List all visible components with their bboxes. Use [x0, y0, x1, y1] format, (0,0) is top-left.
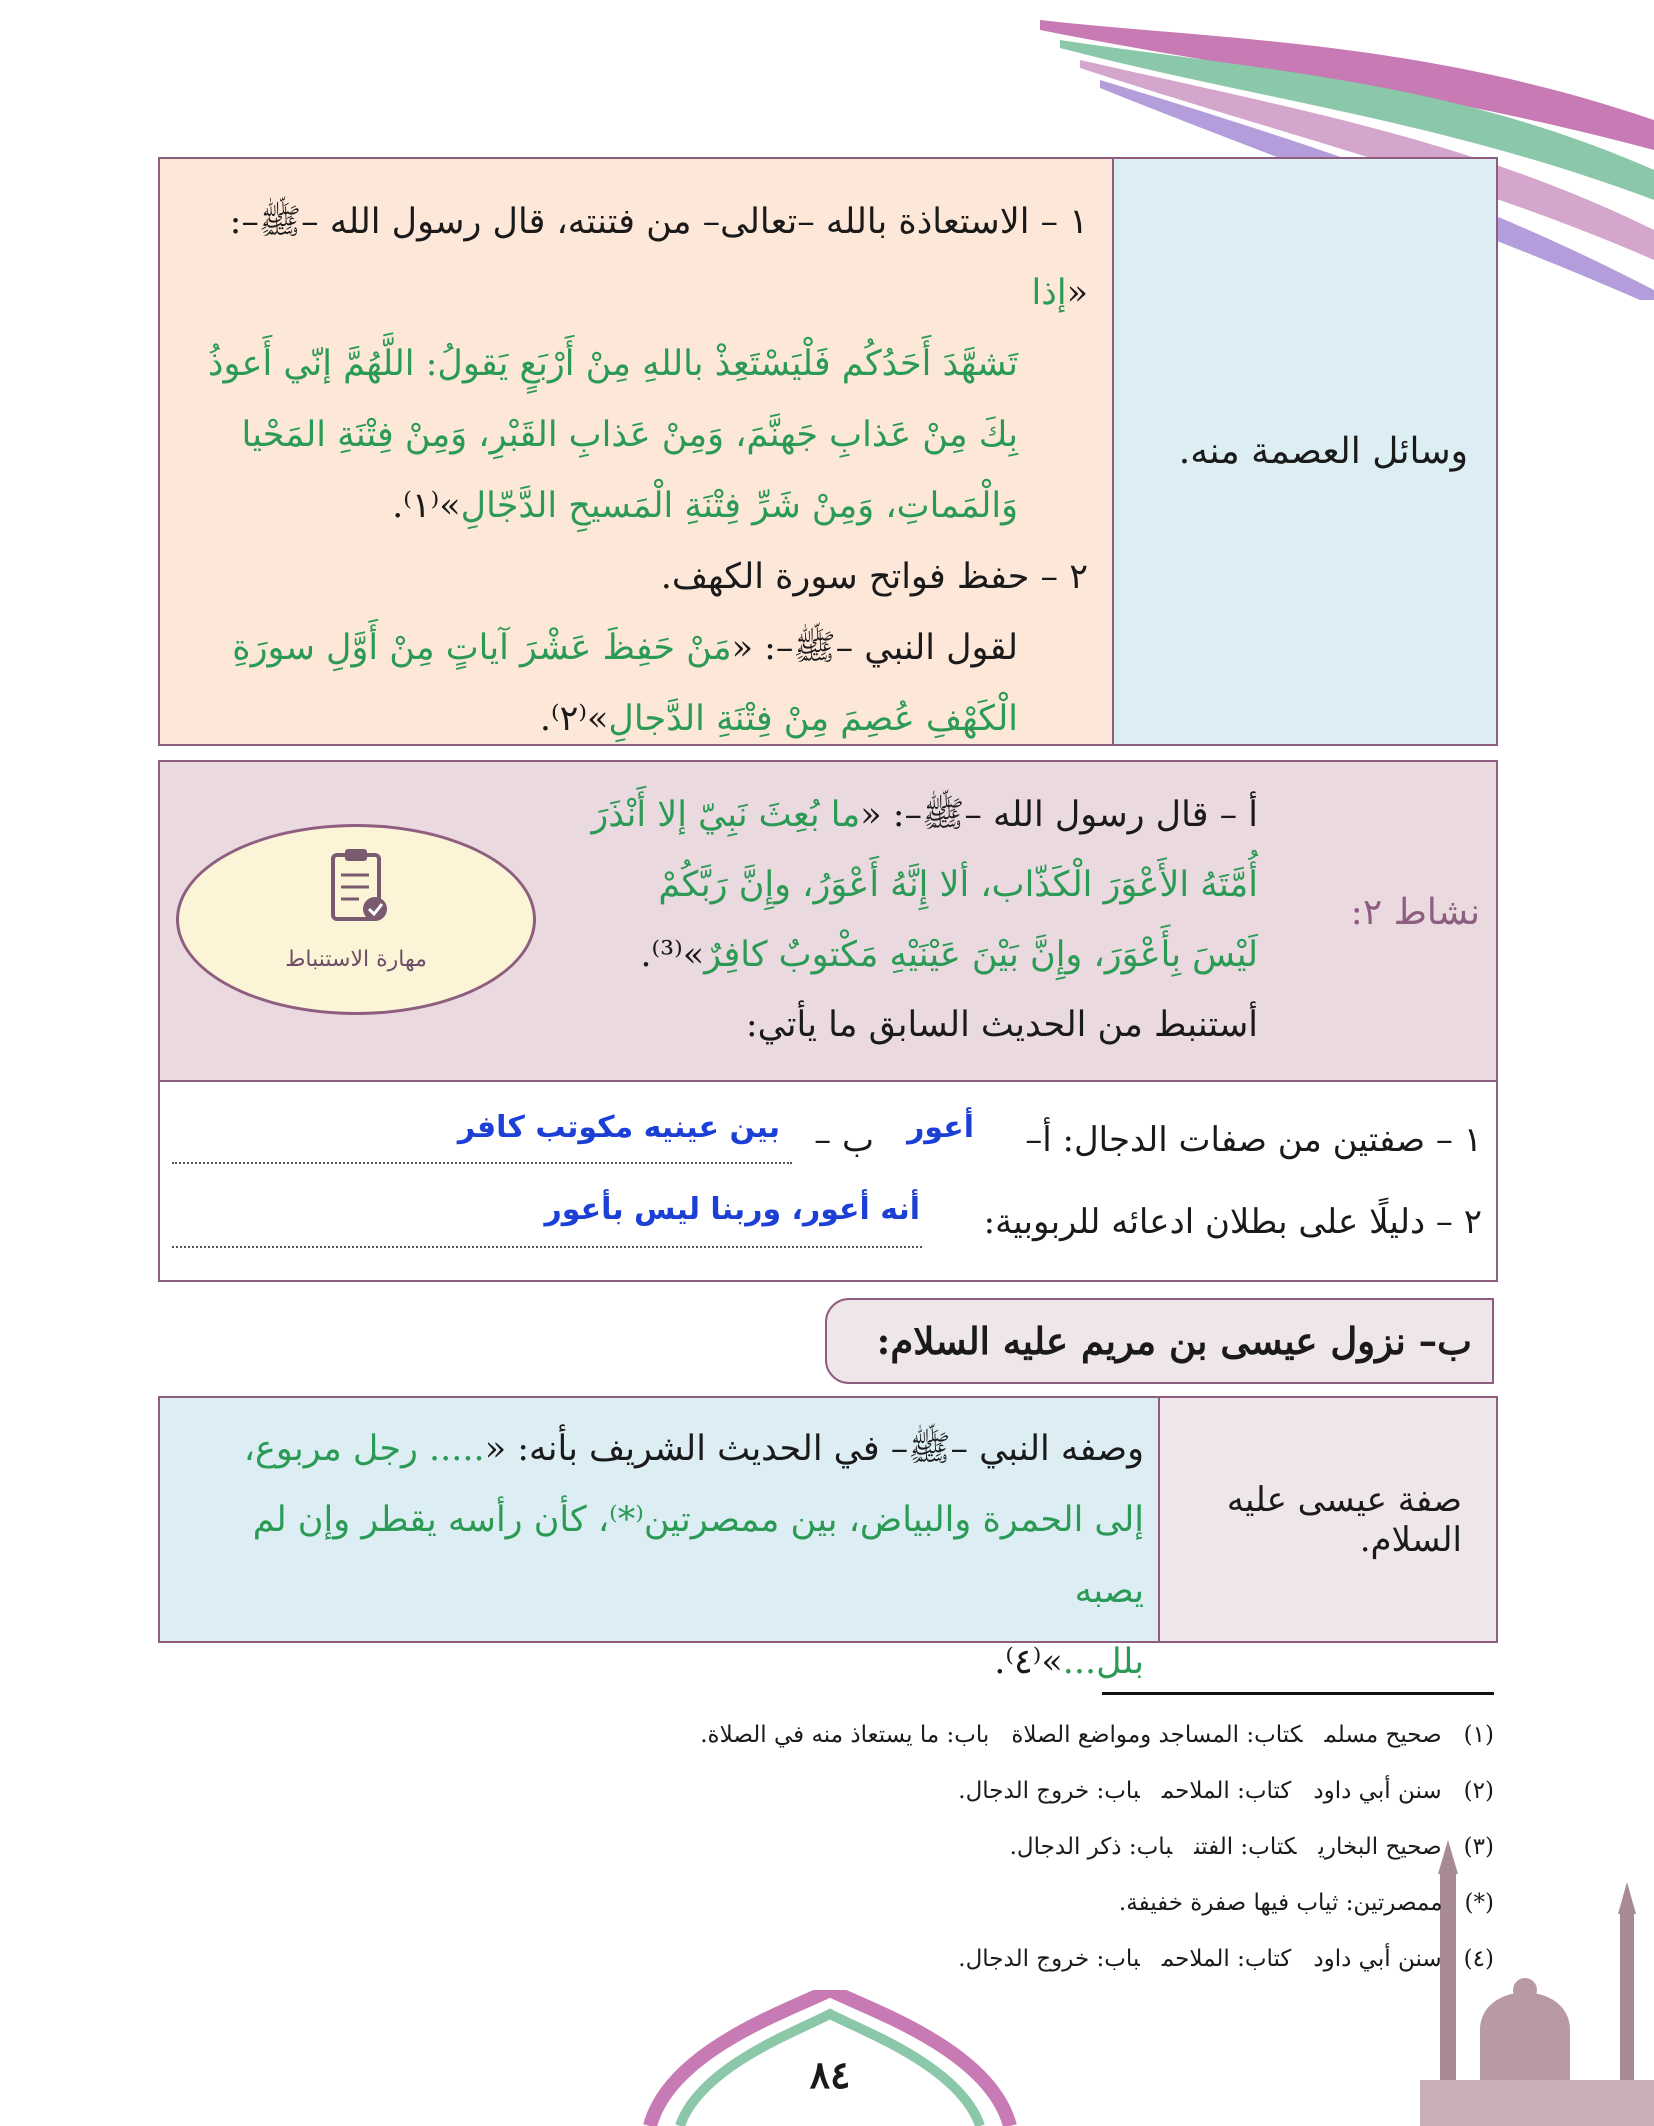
item1-line3: بِكَ مِنْ عَذابِ جَهنَّمَ، وَمِنْ عَذابِ القَبْرِ، وَمِنْ فِتْنَةِ المَحْيا [241, 415, 1018, 455]
activity-2-label: نشاط ٢: [1350, 892, 1480, 933]
deduction-skill-badge [176, 824, 536, 1015]
jesus-description-table [158, 1396, 1498, 1682]
footnote-2: (٢)سنن أبي داودكتاب: الملاحمباب: خروج الدجال. [958, 1778, 1494, 1804]
item1-line2: تَشهَّدَ أَحَدُكُم فَلْيَسْتَعِذْ باللهِ مِنْ أَرْبَعٍ يَقولُ: اللَّهُمَّ إنّي أَعوذُ [207, 344, 1018, 384]
section-b-heading: ب– نزول عيسى بن مريم عليه السلام: [825, 1298, 1494, 1384]
deduction-skill-label: مهارة الاستنباط [285, 947, 427, 972]
question-1-b-label: ب – [814, 1120, 874, 1160]
footnote-star: (*)ممصرتين: ثياب فيها صفرة خفيفة. [1118, 1890, 1494, 1916]
item2-line2: الْكَهْفِ عُصِمَ مِنْ فِتْنَةِ الدَّجالِ»⁽٢⁾. [539, 699, 1018, 739]
footnote-separator [1102, 1692, 1494, 1695]
answer-2-dotted-line [172, 1246, 922, 1248]
answer-b-dotted-line [172, 1162, 792, 1164]
question-2-text: ٢ – دليلًا على بطلان ادعائه للربوبية: [983, 1202, 1482, 1242]
item1-line1: ١ – الاستعاذة بالله –تعالى– من فتنته، قال رسول الله –ﷺ–: «إذا [229, 202, 1088, 313]
item2-line1: لقول النبي –ﷺ–: «مَنْ حَفِظَ عَشْرَ آياتٍ مِنْ أَوَّلِ سورَةِ [232, 628, 1018, 668]
jesus-description-label: صفة عيسى عليه السلام. [1158, 1398, 1496, 1641]
question-2-answer: أنه أعور، وربنا ليس بأعور [544, 1192, 920, 1227]
footnote-4: (٤)سنن أبي داودكتاب: الملاحمباب: خروج الدجال. [958, 1946, 1494, 1972]
protection-means-content [160, 159, 1112, 744]
footnote-3: (٣)صحيح البخاريكتاب: الفتنباب: ذكر الدجال. [1009, 1834, 1494, 1860]
question-1-text: ١ – صفتين من صفات الدجال: أ– [1025, 1120, 1482, 1160]
mosque-silhouette-decoration [1420, 1830, 1654, 2126]
clipboard-check-icon [329, 845, 389, 929]
protection-means-label: وسائل العصمة منه. [1112, 159, 1496, 744]
jesus-description-content: وصفه النبي –ﷺ– في الحديث الشريف بأنه: «..... رجل مربوع، إلى الحمرة والبياض، بين ممصرتين⁽*⁾، كأن رأسه يقطر وإن لم يصبه بلل...»⁽٤⁾. [160, 1398, 1158, 1641]
page-number: ٨٤ [809, 2052, 851, 2097]
footnote-1: (١)صحيح مسلمكتاب: المساجد ومواضع الصلاةباب: ما يستعاذ منه في الصلاة. [700, 1722, 1494, 1748]
item2-title: ٢ – حفظ فواتح سورة الكهف. [660, 557, 1088, 597]
question-1-row [172, 1110, 1482, 1168]
activity-2-instruction: أستنبط من الحديث السابق ما يأتي: [745, 1005, 1258, 1045]
protection-means-table [158, 157, 1498, 746]
item1-line4: وَالْمَماتِ، وَمِنْ شَرِّ فِتْنَةِ الْمَسيحِ الدَّجّالِ»⁽١⁾. [392, 486, 1018, 526]
activity-2-box [158, 760, 1498, 1282]
question-2-row [172, 1192, 1482, 1250]
question-1-answer-a: أعور [907, 1110, 974, 1145]
question-1-answer-b: بين عينيه مكوتب كافر [457, 1110, 780, 1145]
activity-2-hadith: أ – قال رسول الله –ﷺ–: «ما بُعِثَ نَبِيّ إلا أَنْذَرَ أُمَّتَهُ الأَعْوَرَ الْكَذّاب، ألا إِنَّهُ أَعْوَرُ، وإِنَّ رَبَّكُمْ لَيْسَ بِأَعْوَرَ، وإِنَّ بَيْنَ عَيْنَيْهِ مَكْتوبٌ كافِرٌ»⁽³⁾. أستنبط من الحديث السابق ما يأتي: [458, 780, 1258, 1060]
activity-2-header [160, 762, 1496, 1082]
